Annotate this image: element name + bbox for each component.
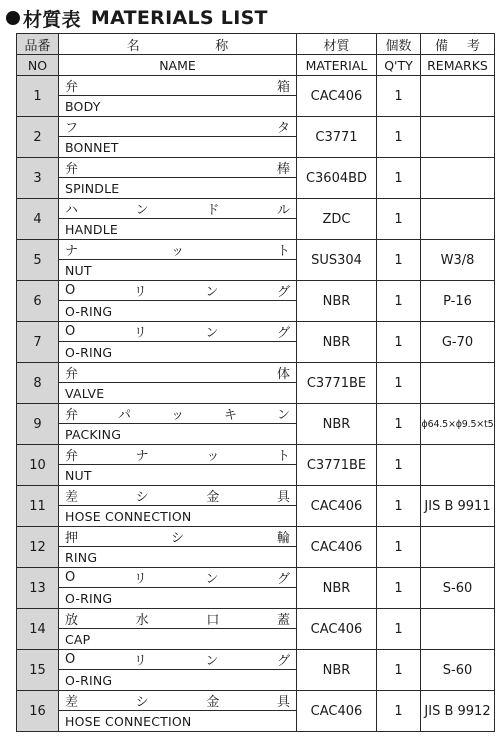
part-name-en: VALVE [65, 385, 105, 401]
part-quantity: 1 [377, 158, 421, 199]
part-name-en: O-RING [65, 303, 113, 319]
part-name-jp [59, 117, 296, 137]
part-name-jp [59, 527, 296, 547]
part-name-jp [59, 240, 296, 260]
part-quantity: 1 [377, 322, 421, 363]
part-material: C3771BE [297, 363, 377, 404]
table-row [17, 527, 495, 568]
part-number: 9 [17, 404, 59, 445]
part-name-jp-char: パ [117, 408, 131, 423]
part-material: ZDC [297, 199, 377, 240]
part-name-jp-char: ン [205, 654, 219, 669]
part-name [59, 691, 297, 732]
table-row [17, 650, 495, 691]
table-row [17, 486, 495, 527]
part-name-en: CAP [65, 631, 91, 647]
part-name-jp-char: ド [206, 203, 220, 218]
part-remarks [421, 76, 495, 117]
part-name-en: O-RING [65, 344, 113, 360]
part-name-en: RING [65, 549, 98, 565]
part-quantity: 1 [377, 76, 421, 117]
page-title [6, 4, 268, 32]
part-name-jp-char: ナ [135, 449, 149, 464]
part-name-jp-char: 押 [65, 531, 79, 546]
part-number: 11 [17, 486, 59, 527]
part-name-jp-char: ト [276, 449, 290, 464]
part-name-en: HANDLE [65, 221, 118, 237]
part-number: 14 [17, 609, 59, 650]
part-remarks: JIS B 9912 [421, 691, 495, 732]
table-row [17, 691, 495, 732]
part-name-jp-char: 輪 [276, 531, 290, 546]
part-name-jp [59, 445, 296, 465]
table-row [17, 322, 495, 363]
bullet-icon [6, 11, 20, 25]
part-name-jp-char: ナ [65, 244, 79, 259]
part-name-jp-char: 水 [135, 613, 149, 628]
part-name [59, 240, 297, 281]
header-qty-en: Q'TY [377, 55, 421, 76]
part-name-jp [59, 568, 296, 588]
part-quantity: 1 [377, 281, 421, 322]
part-material: CAC406 [297, 691, 377, 732]
part-name-jp [59, 199, 296, 219]
part-name-jp-char: O [65, 283, 76, 298]
part-name-jp-char: O [65, 570, 76, 585]
part-remarks: P-16 [421, 281, 495, 322]
part-name [59, 568, 297, 609]
part-remarks: G-70 [421, 322, 495, 363]
part-number: 16 [17, 691, 59, 732]
part-material: NBR [297, 404, 377, 445]
part-name-jp [59, 691, 296, 711]
part-name-jp-char: ン [135, 203, 149, 218]
part-remarks [421, 445, 495, 486]
part-remarks: ϕ64.5×ϕ9.5×t5 [421, 404, 495, 445]
part-material: C3771 [297, 117, 377, 158]
part-number: 13 [17, 568, 59, 609]
part-name [59, 404, 297, 445]
part-name-jp-char: 具 [276, 695, 290, 710]
part-name-jp-char: 弁 [65, 449, 79, 464]
part-name-jp-char: O [65, 652, 76, 667]
part-name-jp-char: ン [205, 285, 219, 300]
part-number: 2 [17, 117, 59, 158]
part-name-jp-char: ッ [206, 449, 220, 464]
part-name-jp [59, 322, 296, 342]
part-name-jp-char: リ [133, 654, 147, 669]
part-remarks [421, 117, 495, 158]
header-remarks-jp-2: 考 [466, 38, 480, 54]
header-remarks-jp-1: 備 [435, 38, 449, 54]
part-number: 7 [17, 322, 59, 363]
part-name-jp-char: 放 [65, 613, 79, 628]
part-name-jp-char: グ [276, 326, 290, 341]
header-no-en: NO [17, 55, 59, 76]
table-row [17, 158, 495, 199]
part-name-jp-char: グ [276, 285, 290, 300]
table-row [17, 363, 495, 404]
part-name-en: SPINDLE [65, 180, 120, 196]
table-row [17, 199, 495, 240]
part-material: CAC406 [297, 76, 377, 117]
part-name-jp-char: ト [276, 244, 290, 259]
part-material: CAC406 [297, 527, 377, 568]
header-name-jp-2: 称 [215, 38, 229, 54]
part-quantity: 1 [377, 609, 421, 650]
part-quantity: 1 [377, 445, 421, 486]
header-row-jp [17, 34, 495, 55]
part-name-jp-char: ハ [65, 203, 79, 218]
part-name-en: BODY [65, 98, 101, 114]
part-number: 8 [17, 363, 59, 404]
part-remarks [421, 527, 495, 568]
table-row [17, 445, 495, 486]
part-name-jp-char: 具 [276, 490, 290, 505]
part-material: CAC406 [297, 609, 377, 650]
part-name-jp-char: 差 [65, 695, 79, 710]
part-name-en: NUT [65, 467, 92, 483]
part-number: 4 [17, 199, 59, 240]
part-name-en: O-RING [65, 672, 113, 688]
part-name [59, 363, 297, 404]
part-name-jp-char: ン [276, 408, 290, 423]
part-name-jp-char: 口 [206, 613, 220, 628]
header-row-en [17, 55, 495, 76]
part-name-jp-char: 金 [206, 490, 220, 505]
part-name [59, 609, 297, 650]
part-remarks [421, 363, 495, 404]
part-name-jp-char: 体 [276, 367, 290, 382]
part-name-jp [59, 281, 296, 301]
part-name-jp-char: 棒 [276, 162, 290, 177]
part-name [59, 527, 297, 568]
header-name-en: NAME [59, 55, 297, 76]
part-name-jp-char: タ [276, 121, 290, 136]
part-name-jp-char: シ [170, 531, 184, 546]
part-remarks: JIS B 9911 [421, 486, 495, 527]
part-name-jp-char: 弁 [65, 162, 79, 177]
part-name-jp-char: ン [205, 326, 219, 341]
part-name-jp [59, 158, 296, 178]
part-name-en: HOSE CONNECTION [65, 508, 192, 524]
part-name-en: HOSE CONNECTION [65, 713, 192, 729]
part-remarks: W3/8 [421, 240, 495, 281]
part-material: C3771BE [297, 445, 377, 486]
part-name-jp-char: ン [205, 572, 219, 587]
table-row [17, 568, 495, 609]
part-name [59, 486, 297, 527]
part-number: 10 [17, 445, 59, 486]
part-name-jp-char: O [65, 324, 76, 339]
part-name-jp-char: 弁 [65, 80, 79, 95]
part-remarks [421, 609, 495, 650]
part-name-jp-char: グ [276, 572, 290, 587]
part-material: C3604BD [297, 158, 377, 199]
part-name-jp-char: シ [135, 695, 149, 710]
part-remarks: S-60 [421, 650, 495, 691]
part-name-jp-char: ッ [170, 244, 184, 259]
part-number: 12 [17, 527, 59, 568]
part-name-jp [59, 363, 296, 383]
part-name-jp [59, 609, 296, 629]
part-quantity: 1 [377, 650, 421, 691]
table-row [17, 76, 495, 117]
header-material-jp: 材質 [297, 34, 377, 55]
header-qty-jp: 個数 [377, 34, 421, 55]
table-row [17, 281, 495, 322]
part-remarks [421, 199, 495, 240]
table-row [17, 404, 495, 445]
part-name-jp-char: 差 [65, 490, 79, 505]
header-remarks-jp [421, 34, 495, 55]
header-remarks-en: REMARKS [421, 55, 495, 76]
part-name [59, 158, 297, 199]
part-name-jp-char: シ [135, 490, 149, 505]
part-name-jp-char: 弁 [65, 408, 79, 423]
header-no-jp: 品番 [17, 34, 59, 55]
part-name-jp [59, 76, 296, 96]
part-name [59, 322, 297, 363]
table-row [17, 117, 495, 158]
part-number: 5 [17, 240, 59, 281]
part-name-jp-char: キ [223, 408, 237, 423]
part-name-jp-char: 蓋 [276, 613, 290, 628]
part-quantity: 1 [377, 240, 421, 281]
part-name-jp-char: ル [276, 203, 290, 218]
part-material: CAC406 [297, 486, 377, 527]
part-quantity: 1 [377, 117, 421, 158]
table-row [17, 609, 495, 650]
part-number: 6 [17, 281, 59, 322]
header-material-en: MATERIAL [297, 55, 377, 76]
header-name-jp [59, 34, 297, 55]
title-en: MATERIALS LIST [90, 7, 268, 29]
part-name [59, 199, 297, 240]
part-name-jp [59, 650, 296, 670]
part-name-jp-char: 箱 [276, 80, 290, 95]
part-name-jp-char: ッ [170, 408, 184, 423]
part-number: 1 [17, 76, 59, 117]
part-number: 15 [17, 650, 59, 691]
part-name-jp-char: 弁 [65, 367, 79, 382]
part-material: SUS304 [297, 240, 377, 281]
part-material: NBR [297, 568, 377, 609]
part-name-jp-char: グ [276, 654, 290, 669]
part-number: 3 [17, 158, 59, 199]
part-name-en: O-RING [65, 590, 113, 606]
part-quantity: 1 [377, 527, 421, 568]
part-name-en: PACKING [65, 426, 122, 442]
part-remarks: S-60 [421, 568, 495, 609]
part-material: NBR [297, 322, 377, 363]
part-material: NBR [297, 281, 377, 322]
part-name-jp [59, 404, 296, 424]
part-quantity: 1 [377, 199, 421, 240]
part-name-en: NUT [65, 262, 92, 278]
part-name-jp-char: 金 [206, 695, 220, 710]
part-name-jp-char: リ [133, 572, 147, 587]
part-name-jp-char: リ [133, 326, 147, 341]
part-name [59, 650, 297, 691]
table-row [17, 240, 495, 281]
part-name-en: BONNET [65, 139, 119, 155]
part-name-jp-char: フ [65, 121, 79, 136]
part-quantity: 1 [377, 691, 421, 732]
materials-table [16, 33, 495, 732]
part-name [59, 76, 297, 117]
part-remarks [421, 158, 495, 199]
part-quantity: 1 [377, 363, 421, 404]
part-quantity: 1 [377, 404, 421, 445]
part-name [59, 281, 297, 322]
part-name [59, 445, 297, 486]
part-name-jp [59, 486, 296, 506]
part-material: NBR [297, 650, 377, 691]
header-name-jp-1: 名 [126, 38, 140, 54]
part-quantity: 1 [377, 486, 421, 527]
part-name-jp-char: リ [133, 285, 147, 300]
part-quantity: 1 [377, 568, 421, 609]
title-jp: 材質表 [23, 8, 81, 31]
part-name [59, 117, 297, 158]
